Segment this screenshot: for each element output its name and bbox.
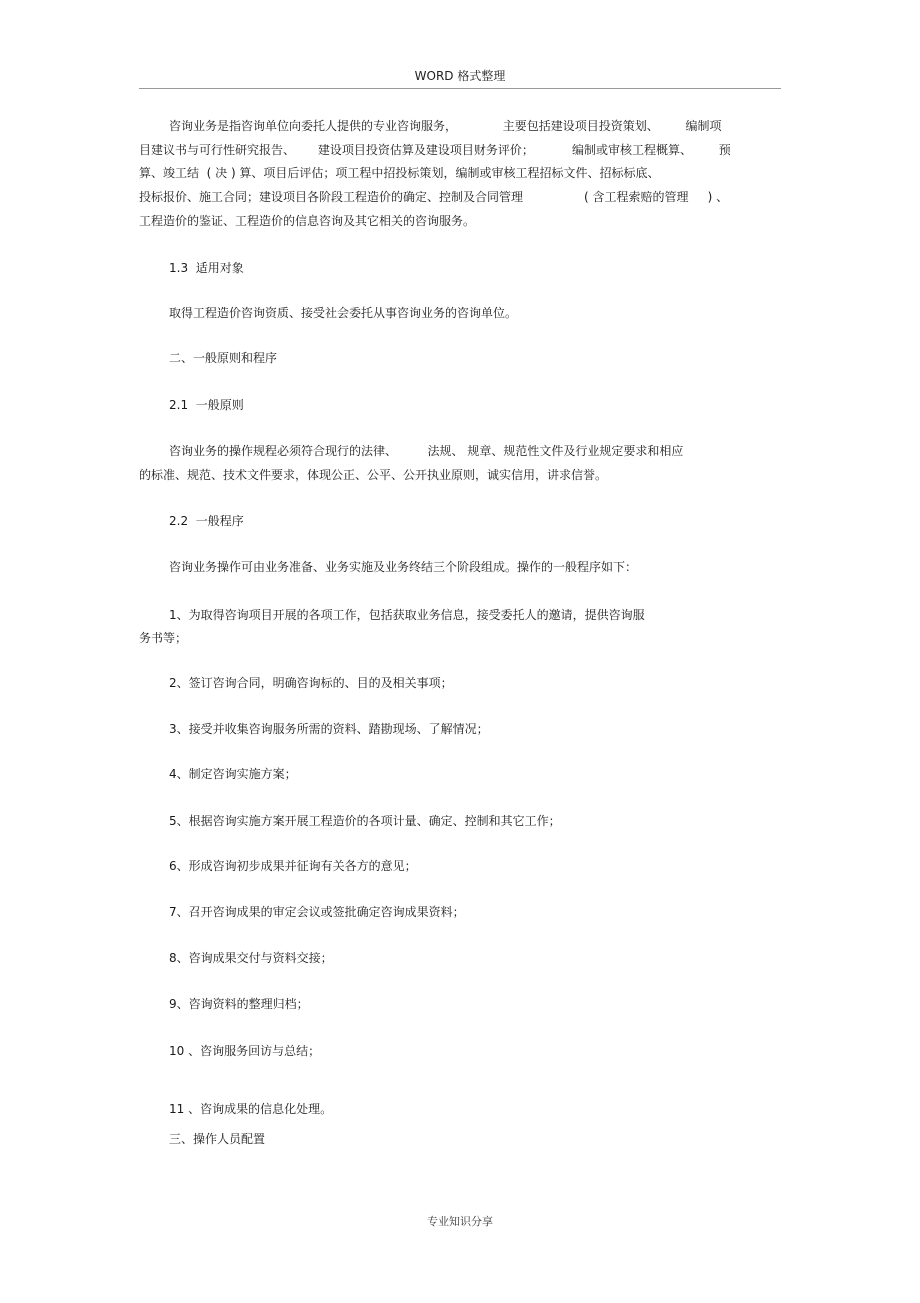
step-4: 4、制定咨询实施方案； [169, 767, 297, 781]
section-heading-1-3: 1.3 适用对象 [169, 261, 244, 275]
page-footer: 专业知识分享 [427, 1215, 493, 1228]
header-divider [139, 88, 781, 89]
page-header: WORD 格式整理 [414, 69, 506, 83]
step-6: 6、形成咨询初步成果并征询有关各方的意见； [169, 859, 417, 873]
intro-line-2: 目建议书与可行性研究报告、 建设项目投资估算及建设项目财务评价； 编制或审核工程概算、 预 [139, 143, 731, 157]
intro-line-3: 算、竣工结 ( 决 ) 算、项目后评估；项工程中招投标策划，编制或审核工程招标文件、招标标底、 [139, 166, 660, 180]
step-10: 10 、咨询服务回访与总结； [169, 1044, 321, 1058]
section-2-1-line-2: 的标准、规范、技术文件要求，体现公正、公平、公开执业原则，诚实信用，讲求信誉。 [139, 468, 608, 482]
section-heading-2: 二、一般原则和程序 [169, 351, 278, 365]
step-3: 3、接受并收集咨询服务所需的资料、踏勘现场、了解情况； [169, 722, 489, 736]
step-5: 5、根据咨询实施方案开展工程造价的各项计量、确定、控制和其它工作； [169, 814, 561, 828]
step-7: 7、召开咨询成果的审定会议或签批确定咨询成果资料； [169, 905, 465, 919]
step-1-line-1: 1、为取得咨询项目开展的各项工作，包括获取业务信息，接受委托人的邀请，提供咨询服 [169, 608, 645, 622]
intro-line-1: 咨询业务是指咨询单位向委托人提供的专业咨询服务， 主要包括建设项目投资策划、 编制项 [169, 119, 722, 133]
section-1-3-text: 取得工程造价咨询资质、接受社会委托从事咨询业务的咨询单位。 [169, 306, 518, 320]
intro-line-4: 投标报价、施工合同；建设项目各阶段工程造价的确定、控制及合同管理 ( 含工程索赔的管理 ) 、 [139, 190, 729, 204]
step-9: 9、咨询资料的整理归档； [169, 997, 309, 1011]
step-2: 2、签订咨询合同，明确咨询标的、目的及相关事项； [169, 676, 453, 690]
section-2-2-text: 咨询业务操作可由业务准备、业务实施及业务终结三个阶段组成。操作的一般程序如下： [169, 560, 638, 574]
step-11: 11 、咨询成果的信息化处理。 [169, 1102, 333, 1116]
section-heading-2-1: 2.1 一般原则 [169, 398, 244, 412]
intro-line-5: 工程造价的鉴证、工程造价的信息咨询及其它相关的咨询服务。 [139, 214, 476, 228]
section-heading-3: 三、操作人员配置 [169, 1132, 266, 1146]
step-8: 8、咨询成果交付与资料交接； [169, 951, 333, 965]
section-heading-2-2: 2.2 一般程序 [169, 514, 244, 528]
section-2-1-line-1: 咨询业务的操作规程必须符合现行的法律、 法规、 规章、规范性文件及行业规定要求和相应 [169, 444, 684, 458]
step-1-line-2: 务书等； [139, 631, 188, 645]
